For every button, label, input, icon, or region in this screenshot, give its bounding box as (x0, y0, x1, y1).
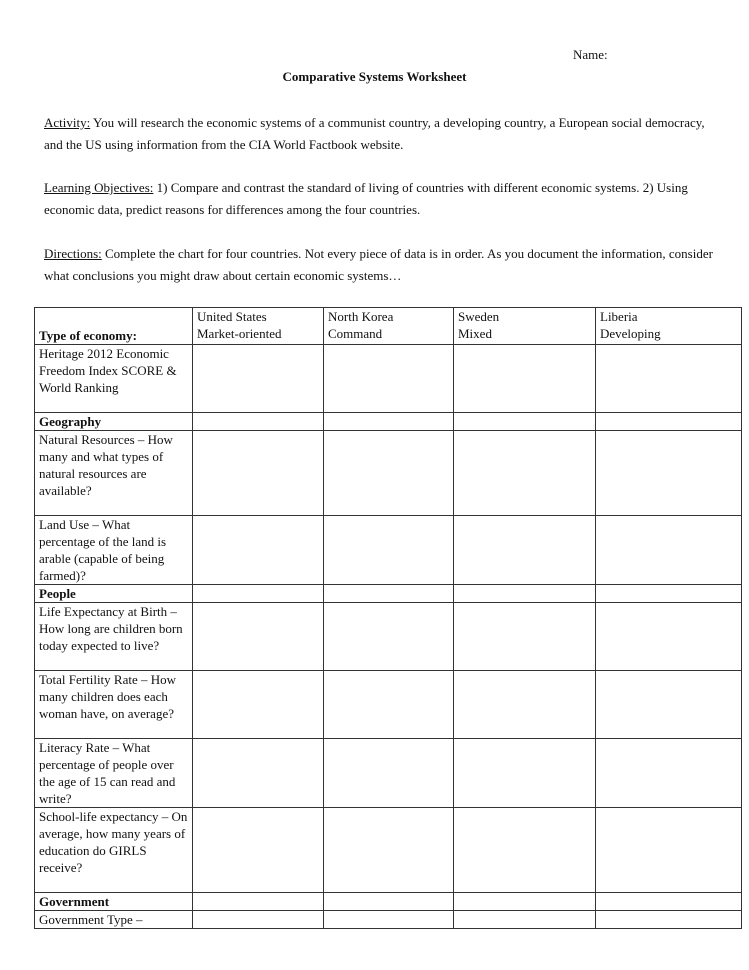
country-header-us (193, 308, 324, 345)
table-row (35, 739, 742, 808)
economy-type: Developing (600, 326, 661, 341)
answer-cell[interactable] (596, 516, 742, 585)
answer-cell[interactable] (193, 413, 324, 431)
objectives-label: Learning Objectives: (44, 180, 154, 195)
answer-cell[interactable] (454, 808, 596, 893)
activity-label: Activity: (44, 115, 91, 130)
answer-cell[interactable] (193, 585, 324, 603)
answer-cell[interactable] (454, 911, 596, 929)
answer-cell[interactable] (454, 585, 596, 603)
answer-cell[interactable] (193, 893, 324, 911)
row-label-land-use: Land Use – What percentage of the land is arable (capable of being farmed)? (35, 516, 193, 585)
answer-cell[interactable] (193, 808, 324, 893)
economy-type: Market-oriented (197, 326, 282, 341)
row-label-natural-resources: Natural Resources – How many and what types of natural resources are available? (35, 431, 193, 516)
table-row (35, 893, 742, 911)
section-label-geography: Geography (35, 413, 193, 431)
section-label-people: People (35, 585, 193, 603)
answer-cell[interactable] (454, 603, 596, 671)
country-name: Liberia (600, 309, 638, 324)
answer-cell[interactable] (324, 808, 454, 893)
objectives-paragraph (44, 177, 714, 221)
comparison-table (34, 307, 742, 929)
country-header-north-korea (324, 308, 454, 345)
row-label-government-type: Government Type – (35, 911, 193, 929)
table-header-row (35, 308, 742, 345)
table-row (35, 585, 742, 603)
answer-cell[interactable] (596, 603, 742, 671)
answer-cell[interactable] (324, 603, 454, 671)
answer-cell[interactable] (193, 739, 324, 808)
answer-cell[interactable] (324, 671, 454, 739)
answer-cell[interactable] (596, 911, 742, 929)
table-row (35, 431, 742, 516)
answer-cell[interactable] (596, 345, 742, 413)
answer-cell[interactable] (193, 516, 324, 585)
country-name: United States (197, 309, 267, 324)
economy-type: Command (328, 326, 383, 341)
table-row (35, 413, 742, 431)
table-row (35, 516, 742, 585)
answer-cell[interactable] (596, 739, 742, 808)
answer-cell[interactable] (454, 345, 596, 413)
section-label-government: Government (35, 893, 193, 911)
activity-paragraph (44, 112, 714, 156)
directions-paragraph (44, 243, 714, 287)
answer-cell[interactable] (596, 808, 742, 893)
table-row (35, 603, 742, 671)
answer-cell[interactable] (596, 671, 742, 739)
answer-cell[interactable] (324, 345, 454, 413)
row-label-freedom-index: Heritage 2012 Economic Freedom Index SCORE & World Ranking (35, 345, 193, 413)
row-label-fertility-rate: Total Fertility Rate – How many children does each woman have, on average? (35, 671, 193, 739)
country-name: Sweden (458, 309, 500, 324)
table-row (35, 345, 742, 413)
answer-cell[interactable] (454, 671, 596, 739)
answer-cell[interactable] (324, 911, 454, 929)
answer-cell[interactable] (193, 671, 324, 739)
answer-cell[interactable] (324, 585, 454, 603)
answer-cell[interactable] (324, 739, 454, 808)
answer-cell[interactable] (193, 603, 324, 671)
directions-label: Directions: (44, 246, 102, 261)
answer-cell[interactable] (454, 413, 596, 431)
answer-cell[interactable] (596, 413, 742, 431)
answer-cell[interactable] (596, 431, 742, 516)
page-title: Comparative Systems Worksheet (282, 69, 467, 84)
row-label-literacy-rate: Literacy Rate – What percentage of people over the age of 15 can read and write? (35, 739, 193, 808)
economy-type: Mixed (458, 326, 492, 341)
activity-text: You will research the economic systems of a communist country, a developing country, a European social democracy, and the US using information from the CIA World Factbook website. (44, 115, 705, 152)
table-row (35, 808, 742, 893)
objectives-text: 1) Compare and contrast the standard of living of countries with different economic systems. 2) Using economic data, predict reasons for differences among the four countries. (44, 180, 688, 217)
answer-cell[interactable] (324, 893, 454, 911)
row-label-school-life-expectancy: School-life expectancy – On average, how many years of education do GIRLS receive? (35, 808, 193, 893)
answer-cell[interactable] (454, 516, 596, 585)
answer-cell[interactable] (596, 585, 742, 603)
answer-cell[interactable] (596, 893, 742, 911)
answer-cell[interactable] (324, 431, 454, 516)
answer-cell[interactable] (454, 739, 596, 808)
country-name: North Korea (328, 309, 394, 324)
directions-text: Complete the chart for four countries. Not every piece of data is in order. As you document the information, consider what conclusions you might draw about certain economic systems… (44, 246, 713, 283)
answer-cell[interactable] (324, 413, 454, 431)
row-label-life-expectancy: Life Expectancy at Birth – How long are children born today expected to live? (35, 603, 193, 671)
country-header-sweden (454, 308, 596, 345)
answer-cell[interactable] (193, 345, 324, 413)
answer-cell[interactable] (454, 431, 596, 516)
answer-cell[interactable] (193, 911, 324, 929)
answer-cell[interactable] (193, 431, 324, 516)
name-label: Name: (573, 47, 608, 62)
country-header-liberia (596, 308, 742, 345)
type-of-economy-label: Type of economy: (35, 308, 193, 345)
answer-cell[interactable] (324, 516, 454, 585)
table-row (35, 911, 742, 929)
table-row (35, 671, 742, 739)
answer-cell[interactable] (454, 893, 596, 911)
